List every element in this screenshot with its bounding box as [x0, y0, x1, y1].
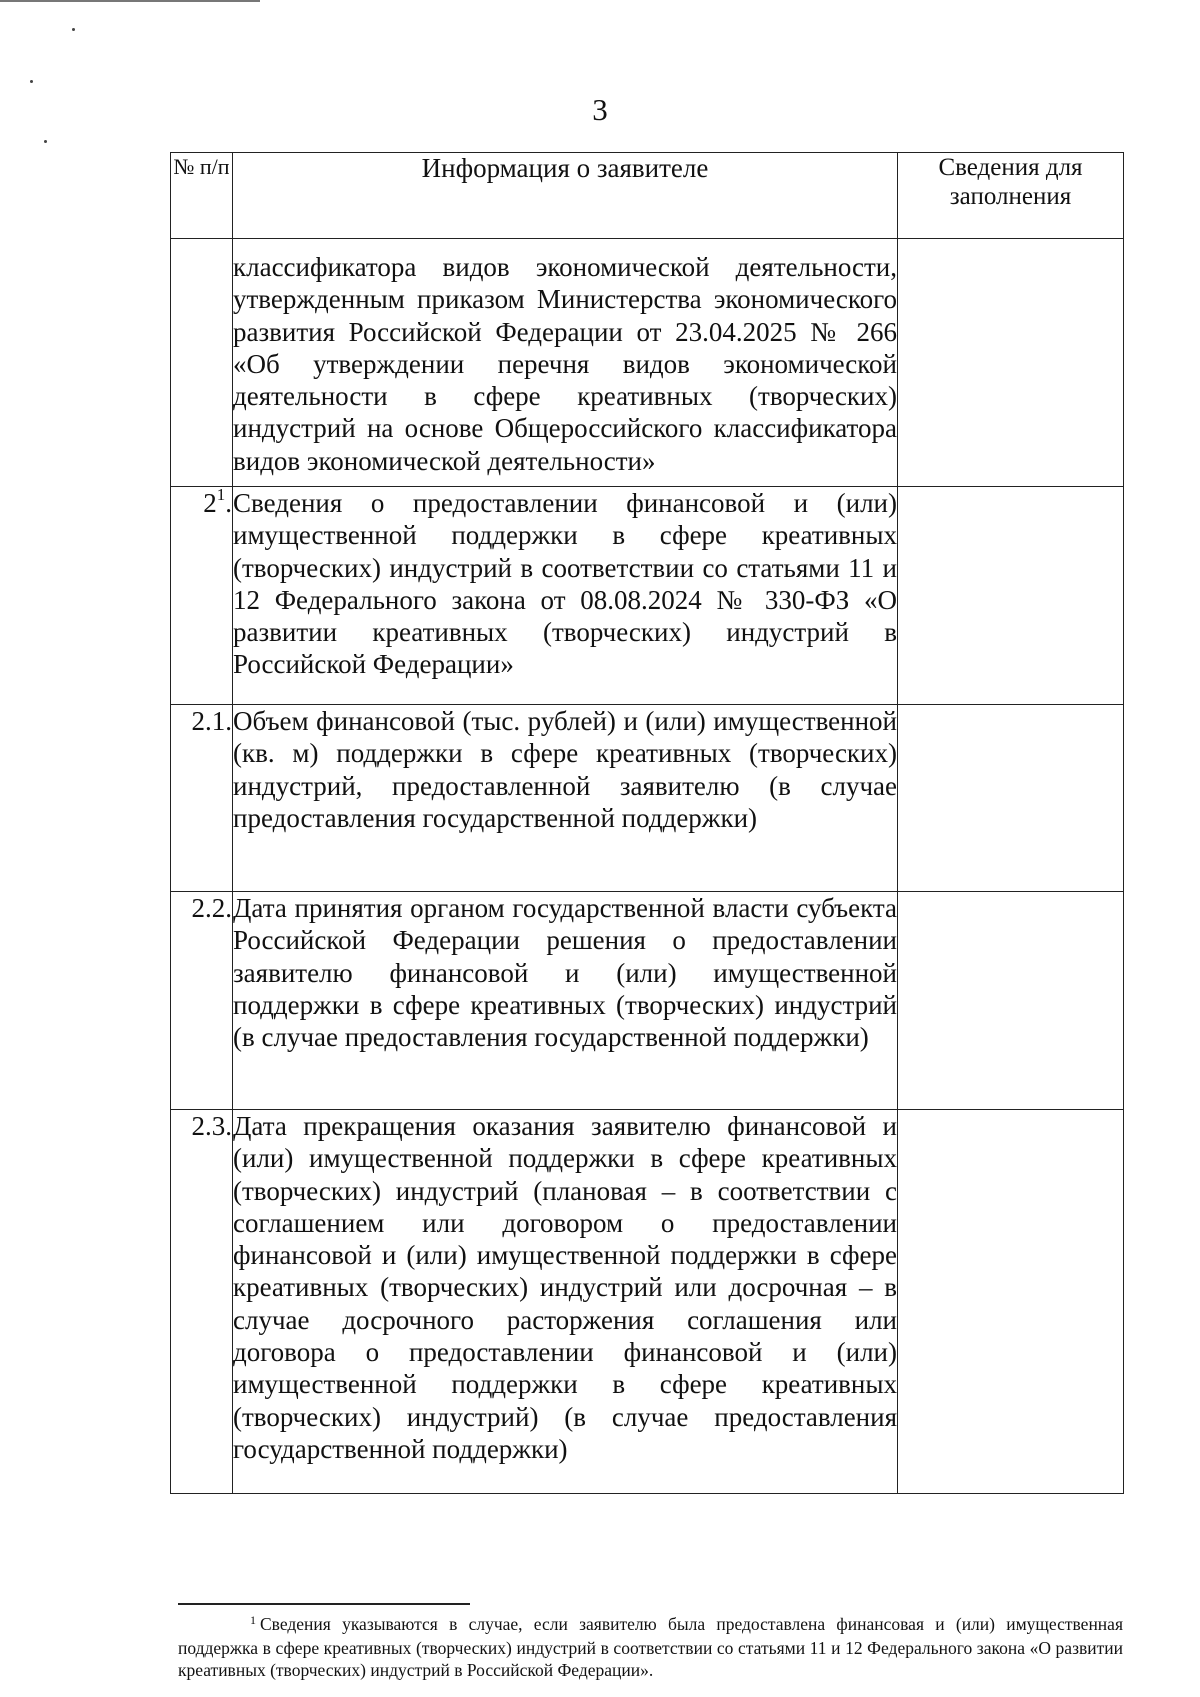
row-info-text: Дата прекращения оказания заявителю финансовой и (или) имущественной поддержки в сфере креативных (творческих) индустрий (плановая – в соответствии с соглашением или договором о предоставлении финансовой и (или) имущественной поддержки в сфере креативных (творческих) индустрий или досрочная – в случае досрочного расторжения соглашения или договора о предоставлении финансовой и (или) имущественной поддержки в сфере креативных (творческих) индустрий) (в случае предоставления государственной поддержки)	[233, 1110, 898, 1494]
row-fill-cell[interactable]	[898, 487, 1124, 705]
footnote	[178, 1613, 1123, 1681]
row-number: 2.1.	[171, 705, 233, 892]
applicant-info-table	[170, 152, 1124, 1494]
row-number: 2.3.	[171, 1110, 233, 1494]
row-fill-cell[interactable]	[898, 892, 1124, 1110]
footnote-separator	[178, 1603, 470, 1605]
table-header-row	[171, 153, 1124, 239]
row-info-text: классификатора видов экономической деятельности, утвержденным приказом Министерства экономического развития Российской Федерации от 23.04.2025 № 266 «Об утверждении перечня видов экономической деятельности в сфере креативных (творческих) индустрий на основе Общероссийского классификатора видов экономической деятельности»	[233, 239, 898, 487]
table-row	[171, 892, 1124, 1110]
header-number: № п/п	[171, 153, 233, 239]
row-number: 2.2.	[171, 892, 233, 1110]
scan-speck	[72, 28, 75, 31]
row-number	[171, 239, 233, 487]
row-fill-cell[interactable]	[898, 1110, 1124, 1494]
footnote-marker: 1	[250, 1613, 256, 1627]
footnote-reference: 1	[216, 485, 226, 504]
table-row	[171, 239, 1124, 487]
row-fill-cell[interactable]	[898, 239, 1124, 487]
table-row	[171, 487, 1124, 705]
row-number: $2^1$.	[171, 487, 233, 705]
row-fill-cell[interactable]	[898, 705, 1124, 892]
scan-edge-line	[0, 0, 260, 2]
row-info-text: Дата принятия органом государственной власти субъекта Российской Федерации решения о предоставлении заявителю финансовой и (или) имущественной поддержки в сфере креативных (творческих) индустрий (в случае предоставления государственной поддержки)	[233, 892, 898, 1110]
row-info-text: Сведения о предоставлении финансовой и (или) имущественной поддержки в сфере креативных (творческих) индустрий в соответствии со статьями 11 и 12 Федерального закона от 08.08.2024 № 330-ФЗ «О развитии креативных (творческих) индустрий в Российской Федерации»	[233, 487, 898, 705]
table-row	[171, 1110, 1124, 1494]
footnote-text: Сведения указываются в случае, если заявителю была предоставлена финансовая и (или) имущественная поддержка в сфере креативных (творческих) индустрий в соответствии со статьями 11 и 12 Федерального закона «О развитии креативных (творческих) индустрий в Российской Федерации».	[178, 1614, 1123, 1680]
scan-speck	[44, 140, 47, 143]
header-info: Информация о заявителе	[233, 153, 898, 239]
row-info-text: Объем финансовой (тыс. рублей) и (или) имущественной (кв. м) поддержки в сфере креативных (творческих) индустрий, предоставленной заявителю (в случае предоставления государственной поддержки)	[233, 705, 898, 892]
table-row	[171, 705, 1124, 892]
header-fill: Сведения для заполнения	[898, 153, 1124, 239]
page-number: 3	[592, 92, 608, 127]
scan-speck	[30, 80, 33, 83]
